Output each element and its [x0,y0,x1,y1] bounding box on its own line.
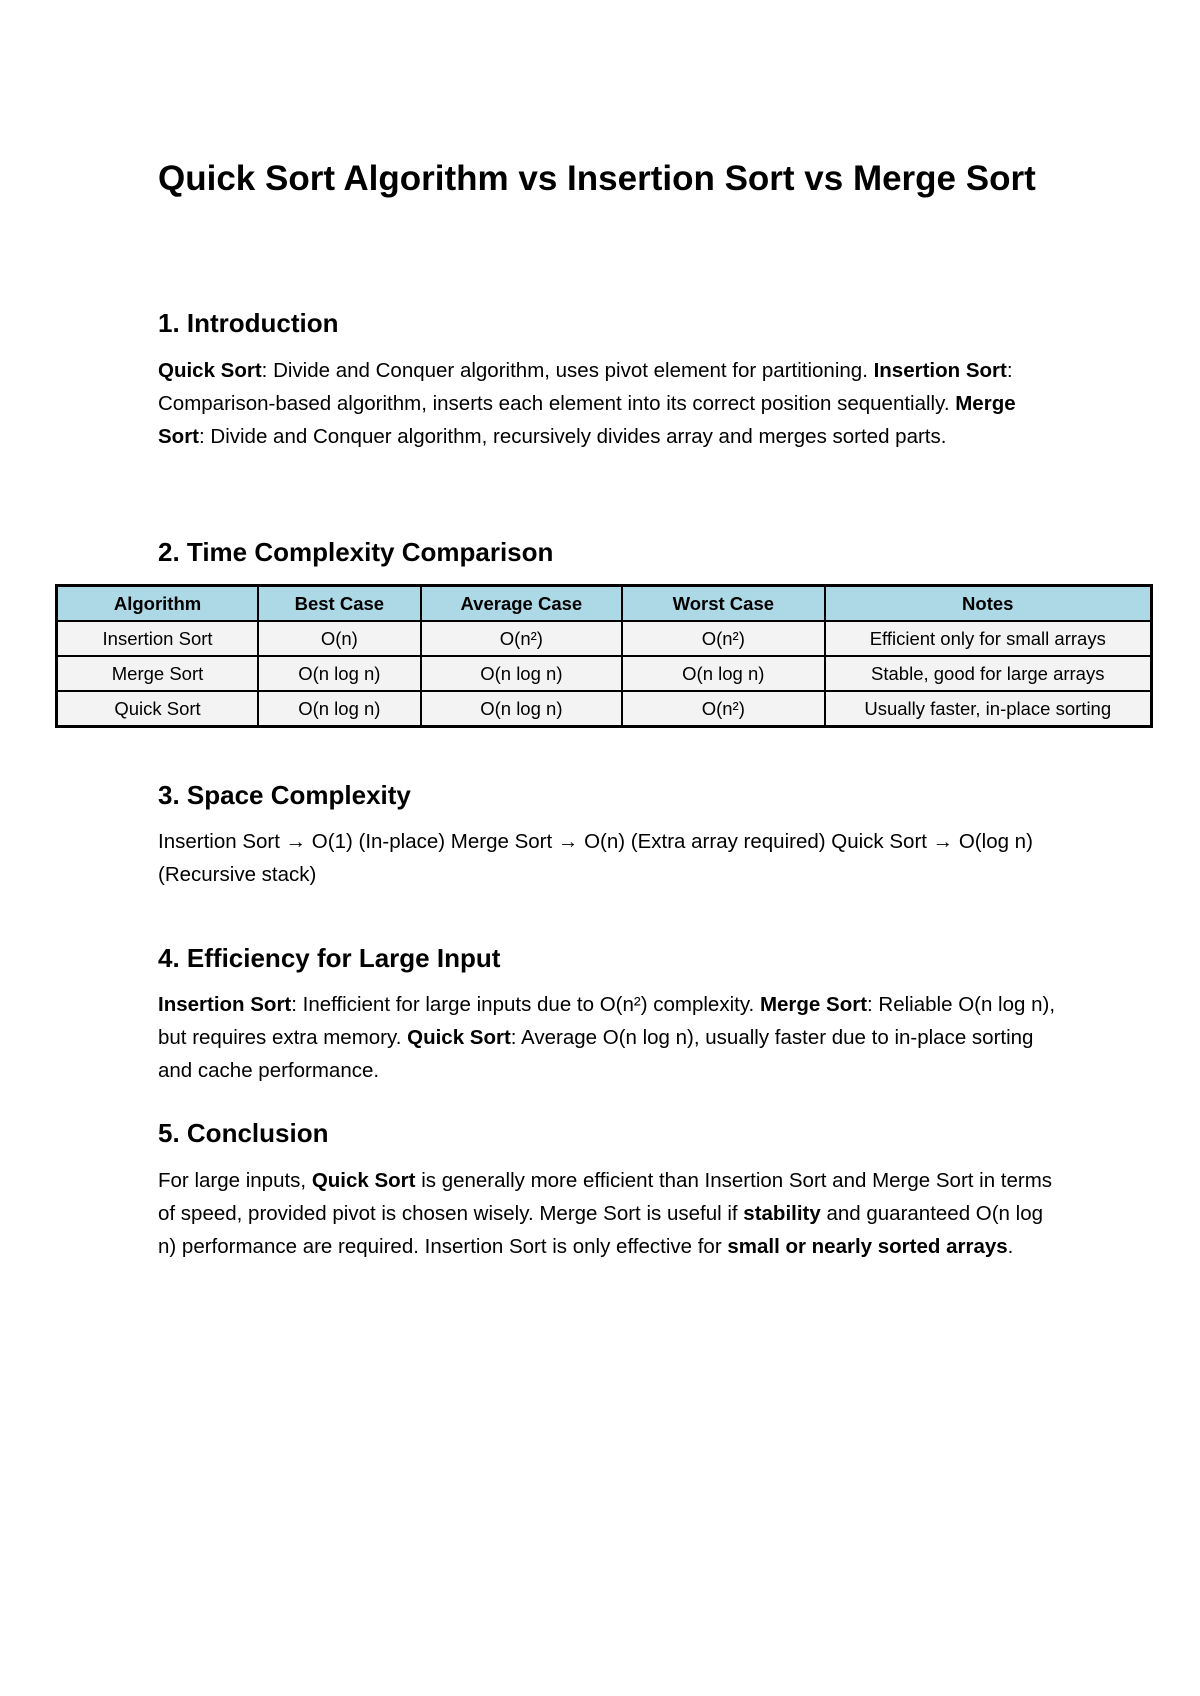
insertion-sort-label: Insertion Sort [873,359,1007,382]
space-complexity-paragraph: Insertion Sort → O(1) (In-place) Merge Sort → O(n) (Extra array required) Quick Sort → O(log n) (Recursive stack) [158,830,1033,886]
stability-emphasis: stability [743,1202,821,1225]
merge-sort-label: Merge Sort [158,392,1016,448]
column-header: Best Case [258,586,421,622]
section-heading-time-complexity: 2. Time Complexity Comparison [158,537,554,567]
table-cell: O(n log n) [258,691,421,727]
section-heading-space-complexity: 3. Space Complexity [158,780,411,810]
table-cell: O(n²) [622,691,824,727]
table-cell: Merge Sort [57,656,259,691]
column-header: Notes [825,586,1152,622]
quick-sort-label: Quick Sort [407,1026,511,1049]
table-cell: O(n) [258,621,421,656]
table-row [57,621,1152,656]
quick-sort-label: Quick Sort [158,359,262,382]
efficiency-paragraph: Insertion Sort: Inefficient for large inputs due to O(n²) complexity. Merge Sort: Reliable O(n log n), but requires extra memory. Quick Sort: Average O(n log n), usually faster due to in-place sorting and cache performance. [158,993,1056,1082]
table-header-row [57,586,1152,622]
table-cell: Stable, good for large arrays [825,656,1152,691]
page-title: Quick Sort Algorithm vs Insertion Sort vs Merge Sort [158,159,1036,198]
merge-sort-label: Merge Sort [759,993,868,1016]
table-cell: Usually faster, in-place sorting [825,691,1152,727]
time-complexity-table [55,584,1153,728]
table-cell: O(n²) [622,621,824,656]
table-cell: Quick Sort [57,691,259,727]
time-complexity-table-wrapper [55,584,1153,728]
table-cell: Insertion Sort [57,621,259,656]
small-arrays-emphasis: small or nearly sorted arrays [727,1235,1008,1258]
column-header: Algorithm [57,586,259,622]
conclusion-paragraph: For large inputs, Quick Sort is generally more efficient than Insertion Sort and Merge Sort in terms of speed, provided pivot is chosen wisely. Merge Sort is useful if stability and guaranteed O(n log n) performance are required. Insertion Sort is only effective for small or nearly sorted arrays. [158,1169,1053,1258]
section-heading-efficiency: 4. Efficiency for Large Input [158,943,501,973]
table-cell: O(n log n) [421,691,623,727]
table-cell: O(n log n) [622,656,824,691]
insertion-sort-label: Insertion Sort [158,993,292,1016]
column-header: Average Case [421,586,623,622]
table-cell: O(n²) [421,621,623,656]
section-heading-introduction: 1. Introduction [158,308,339,338]
quick-sort-emphasis: Quick Sort [311,1169,416,1192]
column-header: Worst Case [622,586,824,622]
section-heading-conclusion: 5. Conclusion [158,1118,329,1148]
table-cell: Efficient only for small arrays [825,621,1152,656]
table-row [57,656,1152,691]
table-cell: O(n log n) [258,656,421,691]
table-row [57,691,1152,727]
introduction-paragraph: Quick Sort: Divide and Conquer algorithm, uses pivot element for partitioning. Insertion Sort: Comparison-based algorithm, inserts each element into its correct position sequentially. Merge Sort: Divide and Conquer algorithm, recursively divides array and merges sorted parts. [158,359,1016,448]
table-cell: O(n log n) [421,656,623,691]
